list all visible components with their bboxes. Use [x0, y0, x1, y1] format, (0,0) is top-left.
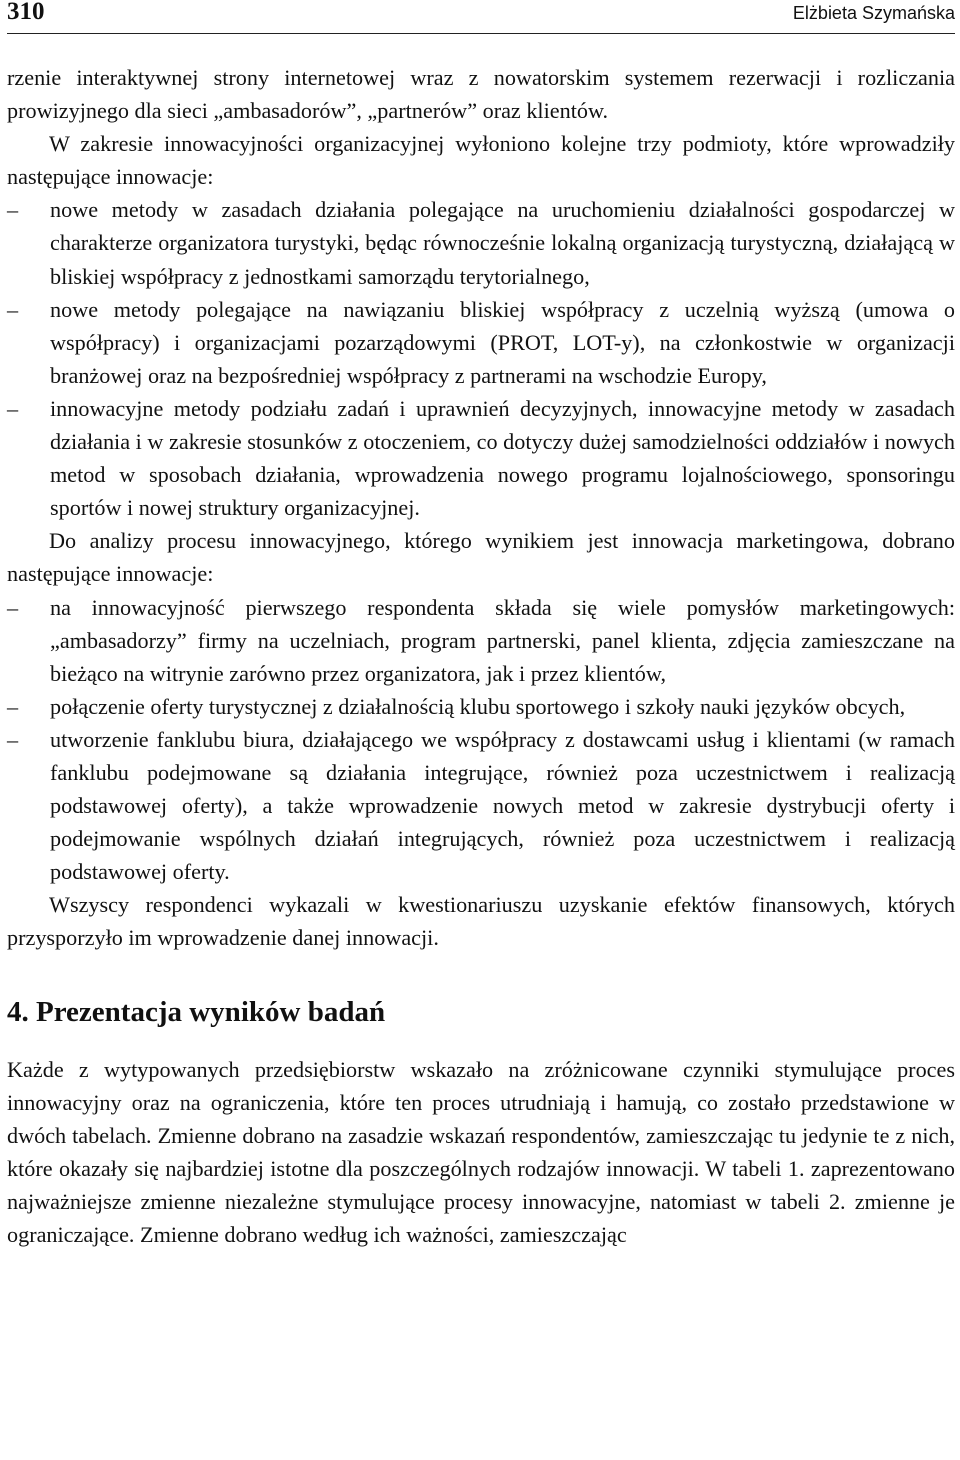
document-page	[7, 0, 955, 1251]
dash-bullet: –	[7, 395, 19, 421]
list-item-text: nowe metody polegające na nawiązaniu bliskiej współpracy z uczelnią wyższą (umowa o współpracy) i organizacjami pozarządowymi (PROT, LOT-y), na członkostwie w organizacji branżowej oraz na bezpośredniej współpracy z partnerami na wschodzie Europy,	[50, 296, 955, 388]
list-item-text: innowacyjne metody podziału zadań i uprawnień decyzyjnych, innowacyjne metody w zasadach działania i w zakresie stosunków z otoczeniem, co dotyczy dużej samodzielności oddziałów i nowych metod w sposobach działania, wprowadzenia nowego programu lojalnościowego, sponsoringu sportów i nowej struktury organizacyjnej.	[50, 395, 955, 521]
dash-bullet: –	[7, 197, 19, 223]
list-item	[7, 591, 955, 690]
list-item	[7, 690, 955, 723]
list-item-text: połączenie oferty turystycznej z działalnością klubu sportowego i szkoły nauki języków obcych,	[50, 693, 906, 719]
body-text	[7, 61, 955, 1251]
continuation-paragraph: rzenie interaktywnej strony internetowej wraz z nowatorskim systemem rezerwacji i rozliczania prowizyjnego dla sieci „ambasadorów”, „partnerów” oraz klientów.	[7, 65, 955, 124]
marketing-innovations-list	[7, 591, 955, 889]
dash-bullet: –	[7, 693, 19, 719]
list-item	[7, 723, 955, 888]
list-item-text: na innowacyjność pierwszego respondenta składa się wiele pomysłów marketingowych: „ambasadorzy” firmy na uczelniach, program partnerski, panel klienta, zdjęcia zamieszczane na bieżąco na witrynie zarówno przez organizatora, jak i przez klientów,	[50, 594, 955, 686]
section-heading: 4. Prezentacja wyników badań	[7, 995, 386, 1028]
organizational-innovations-list	[7, 193, 955, 524]
running-header	[7, 0, 955, 34]
dash-bullet: –	[7, 726, 19, 752]
list-item-text: utworzenie fanklubu biura, działającego we współpracy z dostawcami usług i klientami (w ramach fanklubu podejmowane są działania integrujące, również poza uczestnictwem i realizacją podstawowej oferty), a także wprowadzenie nowych metod w zakresie dystrybucji oferty i podejmowanie wspólnych działań integrujących, również poza uczestnictwem i realizacją podstawowej oferty.	[50, 726, 955, 885]
list-item	[7, 392, 955, 524]
section-paragraph: Każde z wytypowanych przedsiębiorstw wskazało na zróżnicowane czynniki stymulujące proces innowacyjny oraz na ograniczenia, które ten proces utrudniają i hamują, co zostało przedstawione w dwóch tabelach. Zmienne dobrano na zasadzie wskazań respondentów, zamieszczając tu jedynie te z nich, które okazały się najbardziej istotne dla poszczególnych rodzajów innowacji. W tabeli 1. zaprezentowano najważniejsze zmienne niezależne stymulujące procesy innowacyjne, natomiast w tabeli 2. zmienne je ograniczające. Zmienne dobrano według ich ważności, zamieszczając	[7, 1056, 955, 1247]
financial-effects-paragraph: Wszyscy respondenci wykazali w kwestionariuszu uzyskanie efektów finansowych, których przysporzyło im wprowadzenie danej innowacji.	[7, 892, 955, 951]
list-item	[7, 293, 955, 392]
dash-bullet: –	[7, 296, 19, 322]
dash-bullet: –	[7, 594, 19, 620]
organizational-innovation-intro: W zakresie innowacyjności organizacyjnej wyłoniono kolejne trzy podmioty, które wprowadziły następujące innowacje:	[7, 131, 955, 190]
section-body	[7, 1053, 955, 1252]
list-item	[7, 193, 955, 292]
page-number: 310	[7, 0, 45, 25]
marketing-innovation-intro: Do analizy procesu innowacyjnego, którego wynikiem jest innowacja marketingowa, dobrano następujące innowacje:	[7, 528, 955, 587]
list-item-text: nowe metody w zasadach działania polegające na uruchomieniu działalności gospodarczej w charakterze organizatora turystyki, będąc równocześnie lokalną organizacją turystyczną, działającą w bliskiej współpracy z jednostkami samorządu terytorialnego,	[50, 197, 955, 289]
running-header-author: Elżbieta Szymańska	[792, 3, 955, 23]
